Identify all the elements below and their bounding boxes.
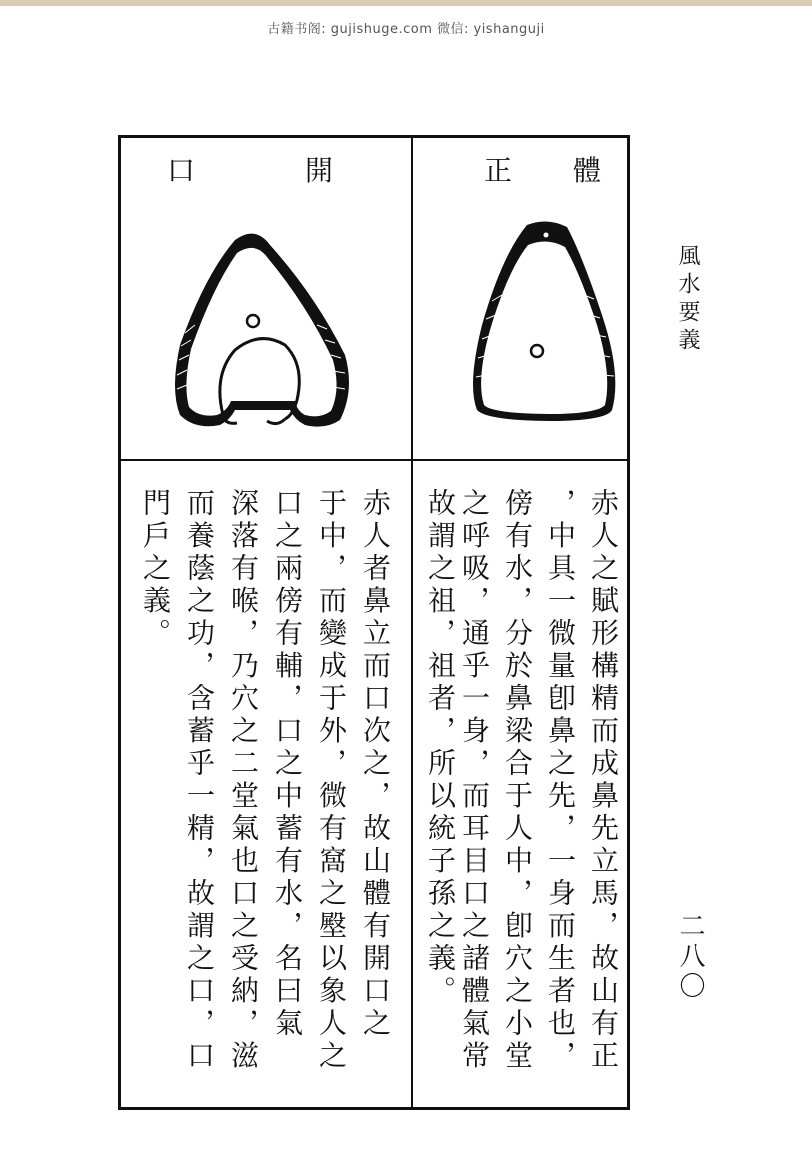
right-text-column-3: 傍有水，分於鼻梁合于人中，卽穴之小堂 (501, 488, 534, 1073)
left-text-column-2: 于中，而變成于外，微有窩之壂以象人之 (315, 488, 348, 1073)
open-mouth-diagram (165, 215, 365, 445)
vertical-divider (411, 135, 413, 1110)
book-title: 風水要義 (675, 244, 700, 356)
right-text-column-1: 赤人之賦形構精而成鼻先立馬，故山有正 (587, 488, 620, 1073)
upright-body-diagram (462, 215, 637, 425)
left-text-column-5: 而養蔭之功，含蓄乎一精，故謂之口，口 (183, 488, 216, 1073)
right-text-column-2: ，中具一微量卽鼻之先，一身而生者也， (544, 488, 577, 1073)
watermark: 古籍书阁: gujishuge.com 微信: yishanguji (267, 22, 545, 37)
left-text-column-3: 口之兩傍有輔，口之中蓄有水，名曰氣 (271, 488, 304, 1041)
right-title-char-1: 體 (573, 154, 602, 187)
left-text-column-6: 門戶之義。 (139, 488, 172, 651)
left-text-column-4: 深落有喉，乃穴之二堂氣也口之受納，滋 (227, 488, 260, 1073)
left-text-column-1: 赤人者鼻立而口次之，故山體有開口之 (359, 488, 392, 1041)
left-title-char-2: 口 (167, 154, 196, 187)
left-title-char-1: 開 (305, 154, 334, 187)
right-title-char-2: 正 (484, 154, 513, 187)
top-border (0, 0, 812, 6)
right-text-column-5: 故謂之祖，祖者，所以統子孫之義。 (424, 488, 457, 1008)
right-text-column-4: 之呼吸，通乎一身，而耳目口之諸體氣常 (458, 488, 491, 1073)
page-number: 二八〇 (675, 912, 705, 1002)
horizontal-divider (118, 459, 630, 461)
